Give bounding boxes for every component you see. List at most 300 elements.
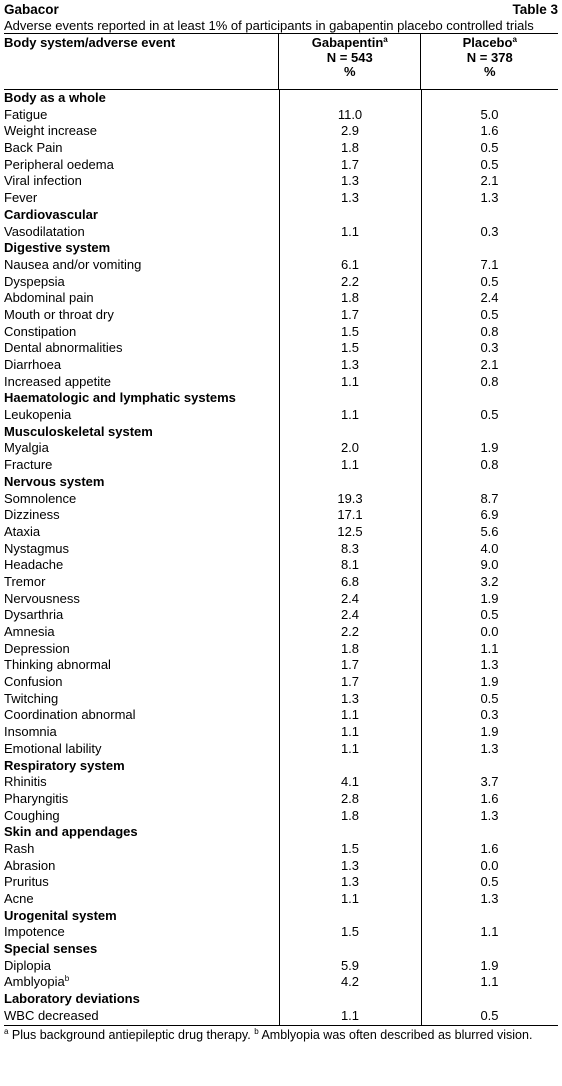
gabapentin-value bbox=[279, 474, 421, 491]
table-row bbox=[4, 107, 558, 124]
placebo-value: 0.5 bbox=[480, 273, 499, 289]
body-system-label bbox=[4, 991, 279, 1008]
gabapentin-value bbox=[279, 941, 421, 958]
table-row bbox=[4, 891, 558, 908]
adverse-event-label bbox=[4, 324, 279, 341]
adverse-event-label bbox=[4, 791, 279, 808]
label-text: Nervousness bbox=[4, 590, 80, 606]
header-placebo bbox=[420, 34, 558, 89]
placebo-value: 3.2 bbox=[480, 573, 499, 589]
placebo-value bbox=[421, 90, 558, 107]
gabapentin-value bbox=[279, 390, 421, 407]
body-system-group-row bbox=[4, 424, 558, 441]
table-row bbox=[4, 541, 558, 558]
placebo-value bbox=[421, 390, 558, 407]
label-text: Rash bbox=[4, 840, 35, 856]
gabapentin-value: 1.7 bbox=[340, 657, 360, 673]
table-row bbox=[4, 591, 558, 608]
adverse-event-label bbox=[4, 591, 279, 608]
table-caption: Adverse events reported in at least 1% of participants in gabapentin placebo controlled trials bbox=[4, 18, 534, 33]
adverse-event-label bbox=[4, 157, 279, 174]
body-system-group-row bbox=[4, 240, 558, 257]
label-text: Pharyngitis bbox=[4, 790, 69, 806]
body-system-group-row bbox=[4, 758, 558, 775]
placebo-value bbox=[421, 991, 558, 1008]
adverse-event-label bbox=[4, 340, 279, 357]
placebo-value: 0.5 bbox=[480, 407, 499, 423]
header-gabapentin-n: N = 543 bbox=[326, 49, 373, 65]
table-row bbox=[4, 958, 558, 975]
drug-name: Gabacor bbox=[4, 2, 59, 17]
label-text: Myalgia bbox=[4, 440, 49, 456]
placebo-value: 0.5 bbox=[480, 140, 499, 156]
adverse-event-label bbox=[4, 190, 279, 207]
body-system-label bbox=[4, 908, 279, 925]
label-text: Dyspepsia bbox=[4, 273, 65, 289]
gabapentin-value: 1.3 bbox=[340, 857, 360, 873]
placebo-value: 0.5 bbox=[480, 1007, 499, 1023]
table-row bbox=[4, 841, 558, 858]
gabapentin-value: 6.8 bbox=[340, 573, 360, 589]
adverse-event-label bbox=[4, 557, 279, 574]
body-system-label bbox=[4, 90, 279, 107]
label-text: Body as a whole bbox=[4, 90, 106, 105]
placebo-value: 1.1 bbox=[480, 640, 499, 656]
gabapentin-value bbox=[279, 758, 421, 775]
gabapentin-value: 8.1 bbox=[340, 557, 360, 573]
gabapentin-value: 1.1 bbox=[340, 1007, 360, 1023]
table-row bbox=[4, 257, 558, 274]
table-row bbox=[4, 173, 558, 190]
adverse-event-label bbox=[4, 357, 279, 374]
label-text: Mouth or throat dry bbox=[4, 306, 114, 322]
footnote-a-text: Plus background antiepileptic drug therapy. bbox=[8, 1027, 255, 1042]
gabapentin-value: 1.3 bbox=[340, 190, 360, 206]
gabapentin-value: 8.3 bbox=[340, 540, 360, 556]
adverse-event-label bbox=[4, 624, 279, 641]
adverse-events-table bbox=[4, 33, 558, 1026]
adverse-event-label bbox=[4, 257, 279, 274]
placebo-value: 1.6 bbox=[480, 790, 499, 806]
table-row bbox=[4, 140, 558, 157]
adverse-event-label bbox=[4, 107, 279, 124]
label-text: Haematologic and lymphatic systems bbox=[4, 390, 236, 406]
gabapentin-value bbox=[279, 991, 421, 1008]
body-system-group-row bbox=[4, 90, 558, 107]
label-text: Ataxia bbox=[4, 523, 41, 539]
table-row bbox=[4, 457, 558, 474]
table-row bbox=[4, 624, 558, 641]
adverse-event-label bbox=[4, 407, 279, 424]
gabapentin-value bbox=[279, 824, 421, 841]
placebo-value bbox=[421, 424, 558, 441]
label-text: Nystagmus bbox=[4, 540, 70, 556]
adverse-event-label bbox=[4, 874, 279, 891]
label-text: Abdominal pain bbox=[4, 290, 94, 306]
table-row bbox=[4, 741, 558, 758]
table-row bbox=[4, 507, 558, 524]
label-text: Urogenital system bbox=[4, 907, 117, 923]
gabapentin-value: 1.3 bbox=[340, 874, 360, 890]
adverse-event-label bbox=[4, 741, 279, 758]
table-row bbox=[4, 274, 558, 291]
body-system-label bbox=[4, 824, 279, 841]
label-text: Dental abnormalities bbox=[4, 340, 123, 356]
placebo-value: 2.1 bbox=[480, 357, 499, 372]
label-text: Weight increase bbox=[4, 123, 97, 139]
placebo-value: 0.0 bbox=[480, 857, 499, 873]
gabapentin-value: 1.5 bbox=[340, 323, 360, 339]
label-text: Coordination abnormal bbox=[4, 707, 136, 723]
adverse-event-label bbox=[4, 858, 279, 875]
document-header bbox=[4, 2, 558, 18]
label-text: Digestive system bbox=[4, 240, 111, 256]
adverse-event-label bbox=[4, 774, 279, 791]
gabapentin-value: 2.0 bbox=[340, 440, 360, 456]
placebo-value: 0.0 bbox=[480, 624, 499, 639]
placebo-value: 1.9 bbox=[480, 440, 499, 456]
body-system-label bbox=[4, 424, 279, 441]
placebo-value: 1.3 bbox=[480, 891, 499, 906]
adverse-event-label bbox=[4, 674, 279, 691]
adverse-event-label bbox=[4, 574, 279, 591]
placebo-value: 8.7 bbox=[480, 490, 499, 506]
label-text: Fatigue bbox=[4, 106, 48, 122]
table-row bbox=[4, 307, 558, 324]
table-row bbox=[4, 290, 558, 307]
table-row bbox=[4, 974, 558, 991]
placebo-value: 1.9 bbox=[480, 590, 499, 606]
table-row bbox=[4, 657, 558, 674]
label-text: Cardiovascular bbox=[4, 206, 98, 222]
footnote-b-marker: b bbox=[254, 1026, 259, 1036]
table-row bbox=[4, 607, 558, 624]
table-row bbox=[4, 774, 558, 791]
table-row bbox=[4, 190, 558, 207]
label-text: Laboratory deviations bbox=[4, 991, 140, 1007]
label-text: Emotional lability bbox=[4, 740, 102, 756]
table-row bbox=[4, 524, 558, 541]
label-text: Nervous system bbox=[4, 473, 105, 489]
placebo-value: 0.5 bbox=[480, 690, 499, 706]
footnote-marker-a: a bbox=[383, 35, 388, 44]
placebo-value bbox=[421, 207, 558, 224]
adverse-event-label bbox=[4, 140, 279, 157]
table-row bbox=[4, 357, 558, 374]
adverse-event-label bbox=[4, 123, 279, 140]
placebo-value bbox=[421, 474, 558, 491]
placebo-value: 1.6 bbox=[480, 840, 499, 856]
gabapentin-value: 1.8 bbox=[340, 140, 360, 156]
label-text: Dizziness bbox=[4, 507, 60, 523]
table-row bbox=[4, 707, 558, 724]
column-divider bbox=[279, 90, 280, 1025]
gabapentin-value: 1.8 bbox=[340, 807, 360, 823]
table-row bbox=[4, 407, 558, 424]
header-placebo-unit: % bbox=[483, 64, 496, 79]
adverse-event-label bbox=[4, 641, 279, 658]
table-row bbox=[4, 440, 558, 457]
document-page bbox=[4, 2, 558, 1042]
placebo-value: 0.3 bbox=[480, 707, 499, 723]
placebo-value: 0.5 bbox=[480, 874, 499, 890]
gabapentin-value bbox=[279, 908, 421, 925]
label-text: Confusion bbox=[4, 674, 63, 690]
adverse-event-label bbox=[4, 440, 279, 457]
gabapentin-value: 1.5 bbox=[340, 340, 360, 356]
gabapentin-value bbox=[279, 90, 421, 107]
placebo-value: 3.7 bbox=[480, 774, 499, 790]
adverse-event-label bbox=[4, 541, 279, 558]
label-text: Thinking abnormal bbox=[4, 657, 111, 673]
gabapentin-value: 4.2 bbox=[340, 974, 360, 990]
gabapentin-value: 5.9 bbox=[340, 957, 360, 973]
table-row bbox=[4, 724, 558, 741]
placebo-value: 0.5 bbox=[480, 156, 499, 172]
gabapentin-value: 12.5 bbox=[337, 523, 363, 539]
gabapentin-value: 1.3 bbox=[340, 690, 360, 706]
label-text: Dysarthria bbox=[4, 607, 64, 623]
label-text: Somnolence bbox=[4, 490, 77, 506]
body-system-label bbox=[4, 941, 279, 958]
label-text: Impotence bbox=[4, 924, 65, 940]
table-row bbox=[4, 157, 558, 174]
label-text: Leukopenia bbox=[4, 407, 72, 423]
gabapentin-value: 1.1 bbox=[340, 457, 360, 473]
adverse-event-label bbox=[4, 290, 279, 307]
bottom-rule bbox=[4, 1025, 558, 1026]
gabapentin-value: 1.1 bbox=[340, 223, 360, 239]
footnote-a-marker: a bbox=[4, 1026, 9, 1036]
label-text: Increased appetite bbox=[4, 373, 111, 389]
gabapentin-value: 1.1 bbox=[340, 707, 360, 723]
label-text: Diplopia bbox=[4, 957, 51, 973]
placebo-value: 1.1 bbox=[480, 974, 499, 990]
gabapentin-value: 11.0 bbox=[337, 106, 363, 122]
placebo-value: 0.3 bbox=[480, 223, 499, 239]
gabapentin-value bbox=[279, 207, 421, 224]
table-row bbox=[4, 340, 558, 357]
label-text: Abrasion bbox=[4, 857, 56, 873]
gabapentin-value: 1.7 bbox=[340, 156, 360, 172]
header-gabapentin-unit: % bbox=[343, 64, 356, 79]
label-text: Diarrhoea bbox=[4, 357, 62, 372]
table-row bbox=[4, 491, 558, 508]
gabapentin-value: 17.1 bbox=[337, 507, 363, 523]
table-row bbox=[4, 224, 558, 241]
adverse-event-label bbox=[4, 657, 279, 674]
footnote-marker-b: b bbox=[64, 974, 70, 984]
gabapentin-value: 1.1 bbox=[340, 724, 360, 740]
label-text: Special senses bbox=[4, 941, 98, 957]
placebo-value: 0.3 bbox=[480, 340, 499, 356]
label-text: Fracture bbox=[4, 457, 53, 473]
header-gabapentin-name: Gabapentin bbox=[311, 35, 384, 50]
adverse-event-label bbox=[4, 808, 279, 825]
gabapentin-value bbox=[279, 240, 421, 257]
header-body-system: Body system/adverse event bbox=[4, 35, 176, 50]
gabapentin-value: 1.7 bbox=[340, 674, 360, 690]
gabapentin-value: 1.1 bbox=[340, 891, 360, 906]
label-text: Twitching bbox=[4, 690, 59, 706]
label-text: Viral infection bbox=[4, 173, 82, 189]
table-body bbox=[4, 90, 558, 1025]
body-system-group-row bbox=[4, 390, 558, 407]
placebo-value: 9.0 bbox=[480, 557, 499, 573]
header-placebo-name: Placebo bbox=[462, 35, 513, 50]
footnote-marker-a: a bbox=[512, 35, 517, 44]
label-text: Pruritus bbox=[4, 874, 49, 890]
label-text: Back Pain bbox=[4, 140, 63, 156]
adverse-event-label bbox=[4, 374, 279, 391]
body-system-label bbox=[4, 207, 279, 224]
header-gabapentin bbox=[278, 34, 420, 89]
table-row bbox=[4, 1008, 558, 1025]
label-text: Tremor bbox=[4, 573, 46, 589]
label-text: Amnesia bbox=[4, 624, 55, 639]
label-text: Insomnia bbox=[4, 724, 57, 740]
body-system-group-row bbox=[4, 908, 558, 925]
gabapentin-value: 2.8 bbox=[340, 790, 360, 806]
placebo-value: 5.6 bbox=[480, 523, 499, 539]
table-row bbox=[4, 324, 558, 341]
placebo-value: 1.3 bbox=[480, 190, 499, 206]
placebo-value: 6.9 bbox=[480, 507, 499, 523]
placebo-value: 2.1 bbox=[480, 173, 499, 189]
gabapentin-value: 1.8 bbox=[340, 640, 360, 656]
placebo-value bbox=[421, 240, 558, 257]
adverse-event-label bbox=[4, 224, 279, 241]
label-text: Musculoskeletal system bbox=[4, 423, 153, 439]
adverse-event-label bbox=[4, 457, 279, 474]
gabapentin-value: 1.1 bbox=[340, 373, 360, 389]
table-row bbox=[4, 574, 558, 591]
table-row bbox=[4, 557, 558, 574]
label-text: Rhinitis bbox=[4, 774, 47, 790]
placebo-value: 7.1 bbox=[480, 256, 499, 272]
adverse-event-label bbox=[4, 724, 279, 741]
gabapentin-value: 2.4 bbox=[340, 590, 360, 606]
gabapentin-value: 1.1 bbox=[340, 407, 360, 423]
gabapentin-value: 1.7 bbox=[340, 306, 360, 322]
placebo-value: 1.9 bbox=[480, 674, 499, 690]
label-text: Peripheral oedema bbox=[4, 156, 114, 172]
table-row bbox=[4, 924, 558, 941]
placebo-value: 1.6 bbox=[480, 123, 499, 139]
table-row bbox=[4, 674, 558, 691]
placebo-value bbox=[421, 758, 558, 775]
placebo-value: 1.9 bbox=[480, 724, 499, 740]
placebo-value: 1.3 bbox=[480, 740, 499, 756]
adverse-event-label bbox=[4, 173, 279, 190]
table-row bbox=[4, 123, 558, 140]
label-text: Constipation bbox=[4, 323, 77, 339]
gabapentin-value: 1.3 bbox=[340, 173, 360, 189]
body-system-group-row bbox=[4, 474, 558, 491]
body-system-group-row bbox=[4, 207, 558, 224]
placebo-value: 1.1 bbox=[480, 924, 499, 940]
table-header-row bbox=[4, 34, 558, 89]
adverse-event-label bbox=[4, 707, 279, 724]
placebo-value: 1.3 bbox=[480, 807, 499, 823]
gabapentin-value: 2.9 bbox=[340, 123, 360, 139]
placebo-value: 1.3 bbox=[480, 657, 499, 673]
gabapentin-value: 1.3 bbox=[340, 357, 360, 372]
label-text: Respiratory system bbox=[4, 757, 125, 773]
gabapentin-value: 1.5 bbox=[340, 924, 360, 940]
adverse-event-label bbox=[4, 307, 279, 324]
adverse-event-label bbox=[4, 524, 279, 541]
adverse-event-label bbox=[4, 274, 279, 291]
gabapentin-value: 1.5 bbox=[340, 840, 360, 856]
placebo-value bbox=[421, 908, 558, 925]
placebo-value: 0.8 bbox=[480, 373, 499, 389]
footnote-b-text: Amblyopia was often described as blurred vision. bbox=[258, 1027, 533, 1042]
label-text: Headache bbox=[4, 557, 64, 573]
body-system-group-row bbox=[4, 991, 558, 1008]
gabapentin-value: 1.8 bbox=[340, 290, 360, 306]
table-row bbox=[4, 808, 558, 825]
body-system-group-row bbox=[4, 941, 558, 958]
header-placebo-n: N = 378 bbox=[466, 49, 513, 65]
placebo-value: 0.5 bbox=[480, 607, 499, 623]
gabapentin-value: 2.2 bbox=[340, 273, 360, 289]
column-divider bbox=[421, 90, 422, 1025]
label-text: WBC decreased bbox=[4, 1007, 99, 1023]
adverse-event-label bbox=[4, 924, 279, 941]
body-system-label bbox=[4, 758, 279, 775]
gabapentin-value: 6.1 bbox=[340, 256, 360, 272]
adverse-event-label bbox=[4, 958, 279, 975]
adverse-event-label bbox=[4, 491, 279, 508]
body-system-label bbox=[4, 474, 279, 491]
table-number: Table 3 bbox=[512, 2, 558, 17]
placebo-value: 1.9 bbox=[480, 957, 499, 973]
table-row bbox=[4, 858, 558, 875]
gabapentin-value: 2.4 bbox=[340, 607, 360, 623]
gabapentin-value: 1.1 bbox=[340, 740, 360, 756]
adverse-event-label bbox=[4, 691, 279, 708]
gabapentin-value: 4.1 bbox=[340, 774, 360, 790]
label-text: Depression bbox=[4, 640, 70, 656]
table-row bbox=[4, 791, 558, 808]
table-row bbox=[4, 641, 558, 658]
gabapentin-value: 19.3 bbox=[337, 490, 363, 506]
label-text: Coughing bbox=[4, 807, 60, 823]
table-row bbox=[4, 874, 558, 891]
placebo-value: 2.4 bbox=[480, 290, 499, 306]
placebo-value bbox=[421, 824, 558, 841]
label-text: Fever bbox=[4, 190, 38, 206]
adverse-event-label bbox=[4, 507, 279, 524]
gabapentin-value bbox=[279, 424, 421, 441]
gabapentin-value: 2.2 bbox=[340, 624, 360, 639]
body-system-label bbox=[4, 390, 279, 407]
placebo-value: 0.5 bbox=[480, 306, 499, 322]
adverse-event-label bbox=[4, 607, 279, 624]
placebo-value: 0.8 bbox=[480, 323, 499, 339]
placebo-value: 5.0 bbox=[480, 106, 499, 122]
adverse-event-label bbox=[4, 1008, 279, 1025]
label-text: Nausea and/or vomiting bbox=[4, 256, 142, 272]
placebo-value bbox=[421, 941, 558, 958]
placebo-value: 4.0 bbox=[480, 540, 499, 556]
table-row bbox=[4, 691, 558, 708]
label-text: Vasodilatation bbox=[4, 223, 85, 239]
label-text: Amblyopia bbox=[4, 974, 65, 990]
table-footnote bbox=[4, 1026, 558, 1043]
adverse-event-label bbox=[4, 891, 279, 908]
